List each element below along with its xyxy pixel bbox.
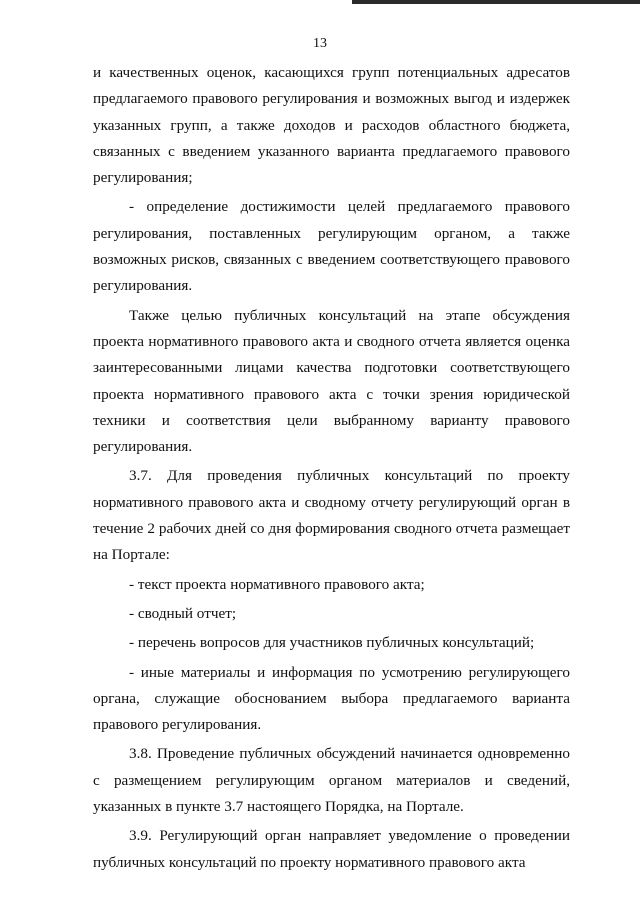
paragraph-3-9: 3.9. Регулирующий орган направляет уведомление о проведении публичных консультаций по проекту нормативного правового акта <box>93 827 570 871</box>
list-item-text-project: - текст проекта нормативного правового акта; <box>129 575 425 593</box>
paragraph-3: Также целью публичных консультаций на этапе обсуждения проекта нормативного правового акта и сводного отчета является оценка заинтересованными лицами качества подготовки соответствующего проекта нормативного правового акта с точки зрения юридической техники и соответствия цели выбранному варианту правового регулирования. <box>93 306 570 456</box>
paragraph-3-7: 3.7. Для проведения публичных консультаций по проекту нормативного правового акта и сводному отчету регулирующий орган в течение 2 рабочих дней со дня формирования сводного отчета размещает на Портале: <box>93 467 570 564</box>
page-number: 13 <box>313 36 327 51</box>
list-item-questions: - перечень вопросов для участников публичных консультаций; <box>129 634 535 652</box>
document-body <box>93 60 570 876</box>
paragraph-2: - определение достижимости целей предлагаемого правового регулирования, поставленных регулирующим органом, а также возможных рисков, связанных с введением соответствующего правового регулирования. <box>93 198 570 295</box>
paragraph-1: и качественных оценок, касающихся групп потенциальных адресатов предлагаемого правового регулирования и возможных выгод и издержек указанных групп, а также доходов и расходов областного бюджета, связанных с введением указанного варианта предлагаемого правового регулирования; <box>93 64 570 187</box>
paragraph-3-8: 3.8. Проведение публичных обсуждений начинается одновременно с размещением регулирующим органом материалов и сведений, указанных в пункте 3.7 настоящего Порядка, на Портале. <box>93 745 570 816</box>
scan-edge-line <box>352 0 640 4</box>
list-item-other-materials: - иные материалы и информация по усмотрению регулирующего органа, служащие обоснованием выбора предлагаемого варианта правового регулирования. <box>93 663 570 734</box>
list-item-summary-report: - сводный отчет; <box>129 604 237 622</box>
